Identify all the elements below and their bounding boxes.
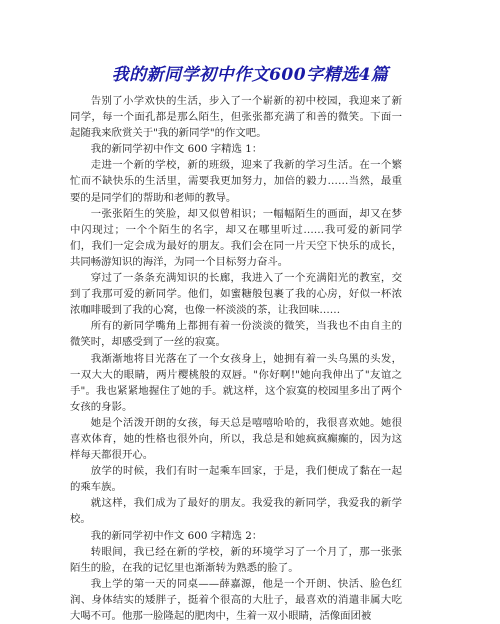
body-paragraph: 一张张陌生的笑脸，却又似曾相识；一幅幅陌生的画面，却又在梦中闪现过；一个个陌生的名字，却又在哪里听过……我可爱的新同学们，我们一定会成为最好的朋友。我们会在同一片天空下快乐的成长，共同畅游知识的海洋，为同一个目标努力奋斗。 — [70, 207, 402, 268]
document-body — [70, 93, 402, 624]
title-suffix: 字精选 — [306, 65, 359, 85]
body-paragraph: 放学的时候，我们有时一起乘车回家，于是，我们便成了黏在一起的乘车族。 — [70, 465, 402, 494]
body-paragraph: 我上学的第一天的同桌——薛嘉源，他是一个开朗、快活、脸色红润、身体结实的矮胖子，挺着个很高的大肚子，最喜欢的消遣非属大吃大喝不可。他那一脸隆起的肥肉中，生着一双小眼睛，活像面团被 — [70, 577, 402, 622]
body-paragraph: 我渐渐地将目光落在了一个女孩身上，她拥有着一头乌黑的头发，一双大大的眼睛，两片樱桃般的双唇。"你好啊!"她向我伸出了"友谊之手"。我也紧紧地握住了她的手。就这样，这个寂寞的校园里多出了两个女孩的身影。 — [70, 352, 402, 413]
title-prefix: 我的新同学初中作文 — [111, 65, 270, 85]
body-paragraph: 就这样，我们成为了最好的朋友。我爱我的新同学，我爱我的新学校。 — [70, 497, 402, 526]
body-paragraph: 走进一个新的学校，新的班级，迎来了我新的学习生活。在一个繁忙而不缺快乐的生活里，需要我更加努力，加倍的毅力……当然，最重要的是同学们的帮助和老师的教导。 — [70, 159, 402, 204]
section-heading: 我的新同学初中作文 600 字精选 1： — [90, 143, 263, 156]
title-number: 600 — [269, 65, 307, 85]
title-tail: 篇 — [370, 65, 389, 85]
body-paragraph: 她是个活泼开朗的女孩，每天总是嘻嘻哈哈的，我很喜欢她。她很喜欢体育，她的性格也很外向，所以，我总是和她疯疯癫癫的，因为这样每天都很开心。 — [70, 416, 402, 462]
title-index: 4 — [358, 65, 371, 85]
intro-paragraph: 告别了小学欢快的生活，步入了一个崭新的初中校园，我迎来了新同学，每一个面孔都是那么陌生，但张张都充满了和善的微笑。下面一起随我来欣赏关于"我的新同学"的作文吧。 — [70, 95, 402, 140]
document-title — [0, 64, 500, 86]
section-heading: 我的新同学初中作文 600 字精选 2： — [90, 529, 263, 542]
body-paragraph: 转眼间，我已经在新的学校，新的环境学习了一个月了，那一张张陌生的脸，在我的记忆里也渐渐转为熟悉的脸了。 — [70, 545, 402, 574]
body-paragraph: 穿过了一条条充满知识的长廊，我进入了一个充满阳光的教室，交到了我那可爱的新同学。他们，如蜜糖般包裹了我的心房，好似一杯浓浓咖啡暖到了我的心窝，也像一杯淡淡的茶，让我回味…… — [70, 272, 402, 317]
body-paragraph: 所有的新同学嘴角上都拥有着一份淡淡的微笑，当我也不由自主的微笑时，却感受到了一丝的寂寞。 — [70, 320, 402, 349]
